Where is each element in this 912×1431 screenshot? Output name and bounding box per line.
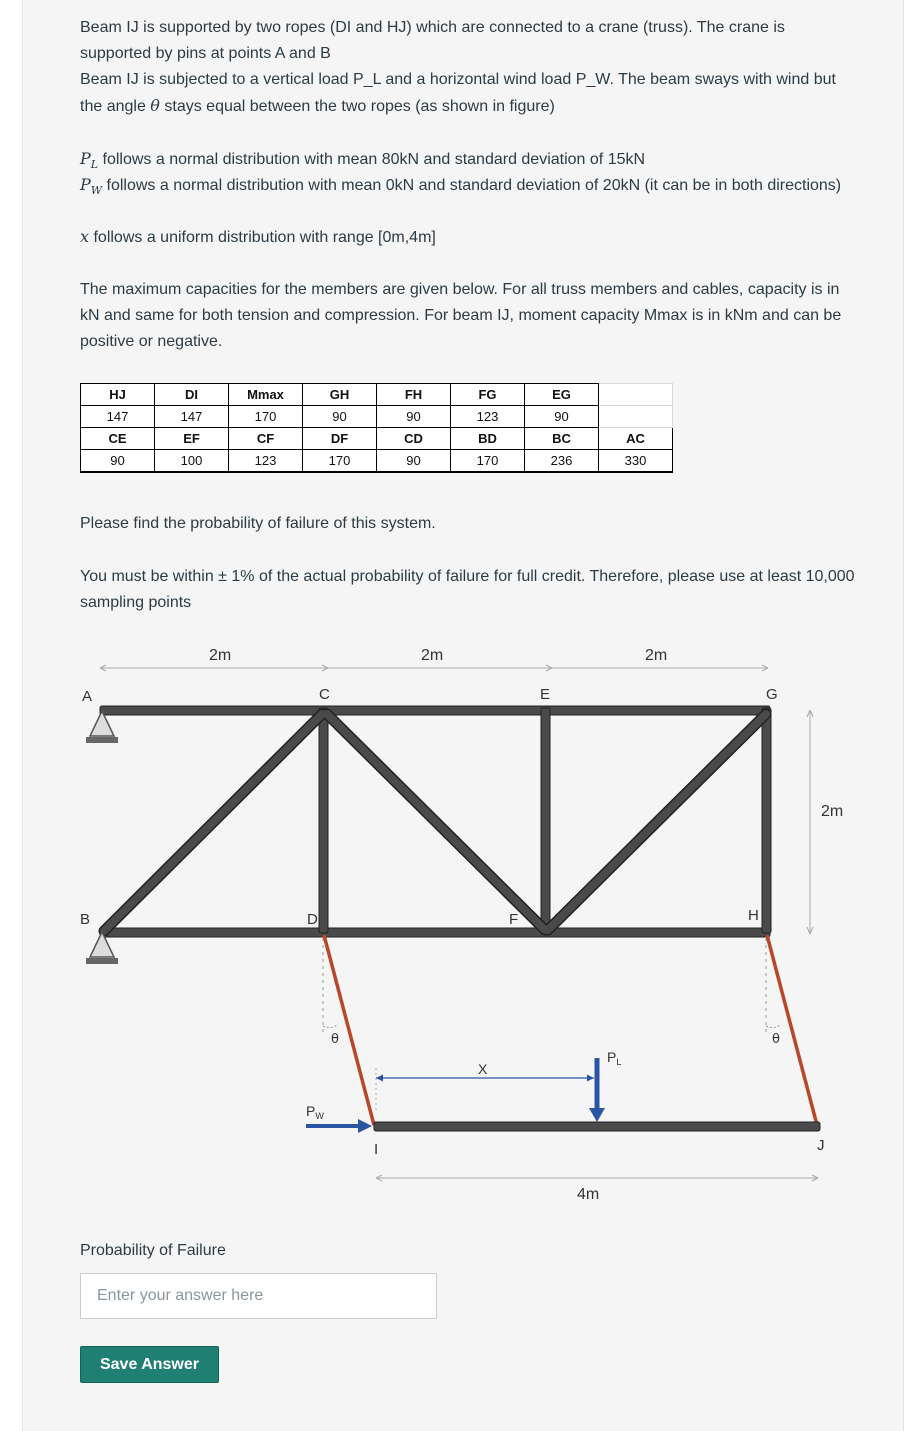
dimension-label: 2m xyxy=(645,647,668,664)
rope-hj xyxy=(767,935,817,1125)
table-cell: CD xyxy=(377,428,451,450)
node-label-h: H xyxy=(748,907,759,924)
pl-distribution: $P_L$ follows a normal distribution with mean 80kN and standard deviation of 15kN xyxy=(80,149,646,172)
support-ground xyxy=(86,737,118,743)
wind-arrow-head xyxy=(358,1119,372,1133)
node-label-j: J xyxy=(817,1137,825,1154)
x-dimension xyxy=(376,1061,594,1113)
x-label: X xyxy=(478,1061,488,1077)
load-pw xyxy=(306,1103,372,1133)
load-arrow-head xyxy=(589,1108,605,1122)
table-cell: 90 xyxy=(303,406,377,428)
table-cell: 90 xyxy=(525,406,599,428)
table-cell: Mmax xyxy=(229,384,303,406)
truss-bottom-chord xyxy=(100,928,770,937)
span-dimension xyxy=(100,647,768,671)
capacity-table-value-row-2 xyxy=(81,450,673,473)
table-cell: AC xyxy=(599,428,673,450)
theta-arc-left xyxy=(323,1024,338,1028)
accuracy-paragraph: You must be within ± 1% of the actual probability of failure for full credit. Therefore, please use at least 10,000 sampling points xyxy=(80,568,855,611)
truss-diagram xyxy=(60,638,860,1208)
table-cell: BD xyxy=(451,428,525,450)
table-cell: BC xyxy=(525,428,599,450)
table-cell: 90 xyxy=(377,406,451,428)
node-label-e: E xyxy=(540,686,551,703)
member-cf-fill xyxy=(327,714,545,930)
table-cell: GH xyxy=(303,384,377,406)
beam-dimension xyxy=(376,1175,818,1203)
table-cell: 123 xyxy=(451,406,525,428)
truss-top-chord xyxy=(100,706,770,715)
intro-paragraph-1: Beam IJ is supported by two ropes (DI and HJ) which are connected to a crane (truss). The crane is supported by pins at points A and B xyxy=(80,19,785,62)
table-cell: 147 xyxy=(81,406,155,428)
theta-arc-right xyxy=(766,1024,781,1028)
table-cell: 330 xyxy=(599,450,673,473)
node-label-d: D xyxy=(307,911,318,928)
member-ef xyxy=(541,708,550,933)
node-label-f: F xyxy=(509,911,519,928)
pw-label: $P_W$ xyxy=(306,1103,324,1121)
pw-distribution: $P_W$ follows a normal distribution with mean 0kN and standard deviation of 20kN (it can be in both directions) xyxy=(80,175,842,198)
table-cell-empty xyxy=(599,406,673,428)
node-label-c: C xyxy=(319,686,330,703)
table-cell: EF xyxy=(155,428,229,450)
table-cell: 236 xyxy=(525,450,599,473)
table-cell: CE xyxy=(81,428,155,450)
beam-ij xyxy=(374,1122,820,1131)
truss-diagonals-fill xyxy=(104,714,766,931)
save-answer-button[interactable]: Save Answer xyxy=(80,1346,219,1383)
dimension-label: 2m xyxy=(421,647,444,664)
answer-input[interactable] xyxy=(80,1273,437,1319)
member-fg-fill xyxy=(548,714,766,930)
dimension-label: 2m xyxy=(821,803,844,820)
pl-label: $P_L$ xyxy=(607,1049,622,1067)
table-cell: 170 xyxy=(229,406,303,428)
capacity-table xyxy=(80,383,673,473)
table-cell: FH xyxy=(377,384,451,406)
find-paragraph: Please find the probability of failure of this system. xyxy=(80,515,436,532)
support-ground xyxy=(86,958,118,964)
theta-label-left: θ xyxy=(331,1032,339,1047)
table-cell: DI xyxy=(155,384,229,406)
node-label-b: B xyxy=(80,911,91,928)
member-gh xyxy=(762,708,771,933)
member-bc-fill xyxy=(104,714,322,931)
capacity-table-header-row-1 xyxy=(81,384,673,406)
intro-paragraph-2: Beam IJ is subjected to a vertical load P_L and a horizontal wind load P_W. The beam sways with wind but the angle θ stays equal between the two ropes (as shown in figure) xyxy=(80,71,836,115)
capacity-table-header-row-2 xyxy=(81,428,673,450)
table-cell: FG xyxy=(451,384,525,406)
table-cell: HJ xyxy=(81,384,155,406)
theta-label-right: θ xyxy=(772,1032,780,1047)
capacity-paragraph: The maximum capacities for the members are given below. For all truss members and cables, capacity is in kN and same for both tension and compression. For beam IJ, moment capacity Mmax is in kNm and can be positive or negative. xyxy=(80,281,842,350)
table-cell-empty xyxy=(599,384,673,406)
table-cell: DF xyxy=(303,428,377,450)
table-cell: 170 xyxy=(451,450,525,473)
node-label-i: I xyxy=(374,1141,379,1158)
dimension-label: 2m xyxy=(209,647,232,664)
dimension-label: 4m xyxy=(577,1186,600,1203)
table-cell: 100 xyxy=(155,450,229,473)
table-cell: CF xyxy=(229,428,303,450)
x-distribution: x follows a uniform distribution with range [0m,4m] xyxy=(80,227,436,246)
table-cell: 90 xyxy=(377,450,451,473)
member-cd xyxy=(319,708,328,933)
node-label-a: A xyxy=(82,688,93,705)
rope-di xyxy=(324,935,374,1125)
table-cell: 123 xyxy=(229,450,303,473)
node-label-g: G xyxy=(766,686,778,703)
load-pl xyxy=(589,1049,621,1122)
pin-support-a xyxy=(86,711,118,743)
theta-symbol: θ xyxy=(150,96,160,115)
table-cell: EG xyxy=(525,384,599,406)
capacity-table-value-row-1 xyxy=(81,406,673,428)
table-cell: 147 xyxy=(155,406,229,428)
height-dimension xyxy=(807,710,843,934)
table-cell: 170 xyxy=(303,450,377,473)
table-cell: 90 xyxy=(81,450,155,473)
answer-label: Probability of Failure xyxy=(80,1242,226,1259)
